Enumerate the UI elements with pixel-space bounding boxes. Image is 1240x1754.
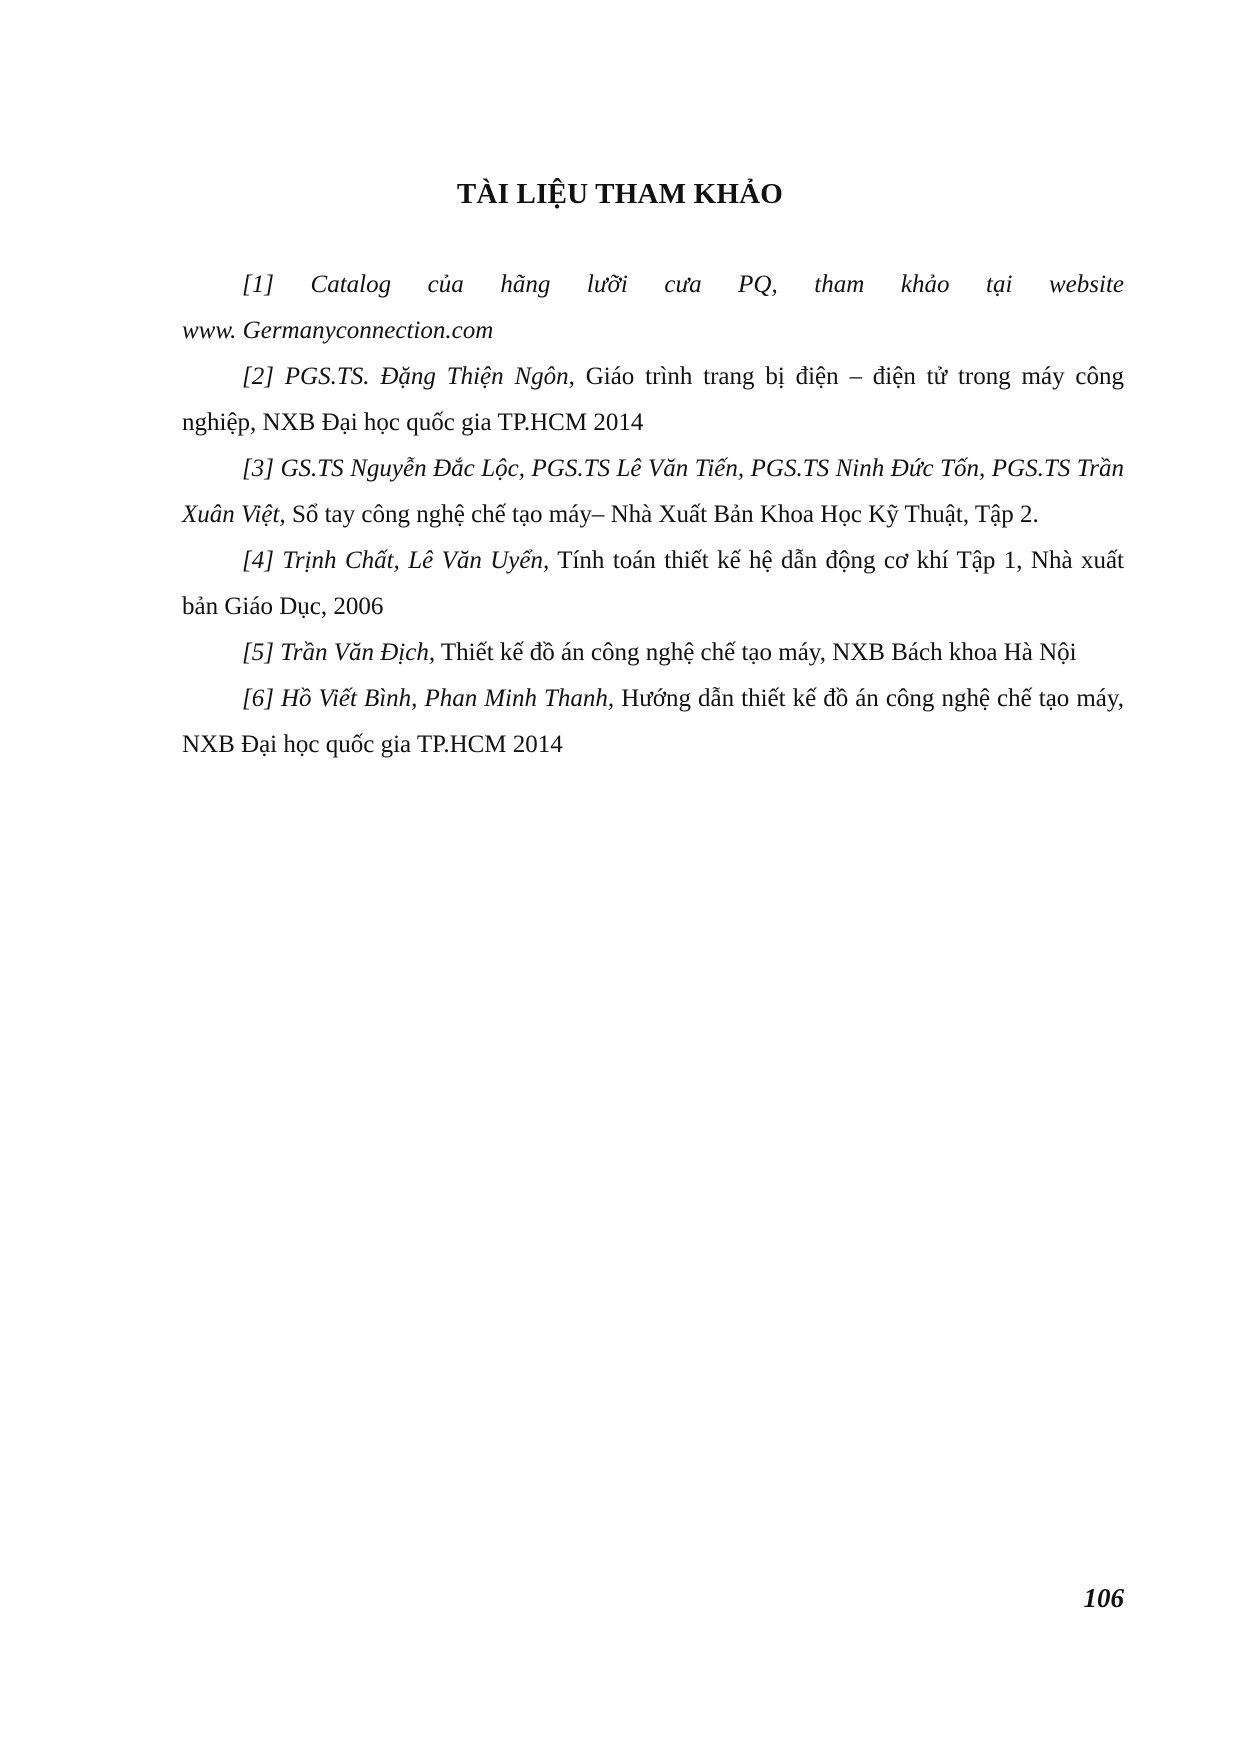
reference-item-2 bbox=[182, 354, 1124, 446]
reference-1-website: www. Germanyconnection.com bbox=[182, 317, 494, 344]
reference-2-title: Giáo trình trang bị điện – điện tử trong máy công nghiệp, NXB Đại học quốc gia TP.HCM 2014 bbox=[182, 363, 1124, 436]
reference-3-authors: [3] GS.TS Nguyễn Đắc Lộc, PGS.TS Lê Văn Tiến, PGS.TS Ninh Đức Tốn, PGS.TS Trần Xuân Việt, bbox=[182, 455, 1124, 528]
reference-list bbox=[182, 262, 1124, 768]
reference-item-5 bbox=[182, 630, 1124, 676]
reference-item-1 bbox=[182, 262, 1124, 354]
reference-5-authors: [5] Trần Văn Địch, bbox=[242, 639, 436, 666]
reference-2-authors: [2] PGS.TS. Đặng Thiện Ngôn, bbox=[242, 363, 575, 390]
reference-item-6 bbox=[182, 676, 1124, 768]
reference-4-title: Tính toán thiết kế hệ dẫn động cơ khí Tập 1, Nhà xuất bản Giáo Dục, 2006 bbox=[182, 547, 1125, 620]
reference-5-title: Thiết kế đồ án công nghệ chế tạo máy, NXB Bách khoa Hà Nội bbox=[435, 639, 1077, 666]
reference-6-title: Hướng dẫn thiết kế đồ án công nghệ chế tạo máy, NXB Đại học quốc gia TP.HCM 2014 bbox=[182, 685, 1124, 758]
page-title: TÀI LIỆU THAM KHẢO bbox=[456, 178, 784, 210]
reference-6-authors: [6] Hồ Viết Bình, Phan Minh Thanh, bbox=[242, 685, 615, 712]
reference-3-title: Sổ tay công nghệ chế tạo máy– Nhà Xuất Bản Khoa Học Kỹ Thuật, Tập 2. bbox=[285, 501, 1039, 528]
reference-1-text: [1] Catalog của hãng lưỡi cưa PQ, tham khảo tại website bbox=[242, 271, 1124, 298]
reference-4-authors: [4] Trịnh Chất, Lê Văn Uyển, bbox=[242, 547, 550, 574]
reference-item-3 bbox=[182, 446, 1124, 538]
reference-item-4 bbox=[182, 538, 1124, 630]
page-number: 106 bbox=[1083, 1583, 1124, 1613]
